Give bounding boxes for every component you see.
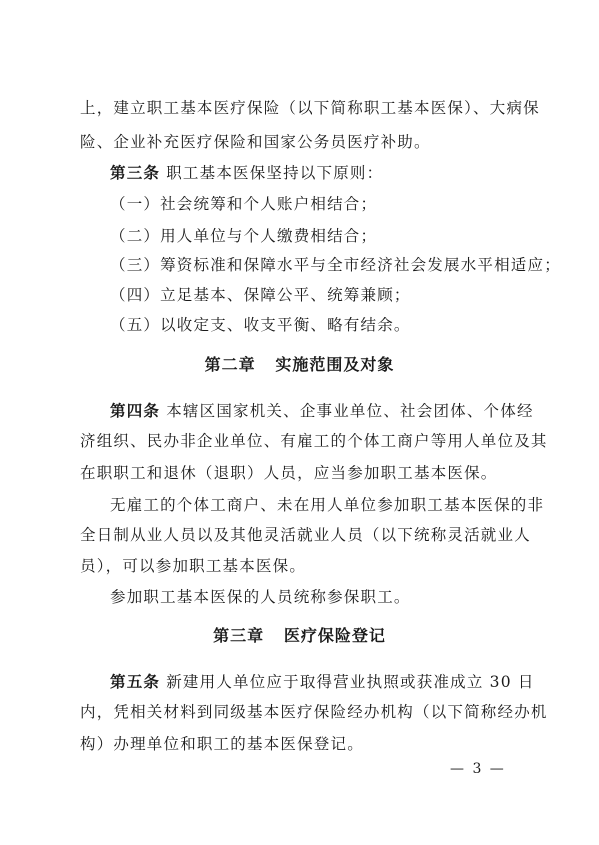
page-number: — 3 — [450, 761, 506, 777]
article-text: 职工基本医保坚持以下原则： [160, 164, 384, 182]
chapter-heading: 第三章 医疗保险登记 [213, 626, 386, 645]
paragraph-line: 上，建立职工基本医疗保险（以下简称职工基本医保）、大病保 [80, 99, 540, 117]
paragraph-line: 济组织、民办非企业单位、有雇工的个体工商户等用人单位及其 [80, 432, 548, 450]
principle-item: （三）筹资标准和保障水平与全市经济社会发展水平相适应； [110, 256, 561, 274]
principle-item: （二）用人单位与个人缴费相结合； [110, 227, 378, 245]
paragraph-line: 无雇工的个体工商户、未在用人单位参加职工基本医保的非 [110, 496, 545, 514]
article-4 [110, 401, 534, 421]
article-label: 第五条 [110, 672, 161, 691]
principle-item: （一）社会统筹和个人账户相结合； [110, 195, 378, 213]
chapter-heading: 第二章 实施范围及对象 [204, 355, 395, 374]
article-label: 第四条 [110, 401, 161, 420]
paragraph-line: 员），可以参加职工基本医保。 [80, 557, 307, 575]
article-5 [110, 672, 535, 692]
paragraph-line: 内，凭相关材料到同级基本医疗保险经办机构（以下简称经办机 [80, 703, 548, 721]
paragraph-line: 构）办理单位和职工的基本医保登记。 [80, 735, 364, 753]
article-label: 第三条 [110, 163, 161, 182]
paragraph-line: 参加职工基本医保的人员统称参保职工。 [110, 588, 411, 606]
principle-item: （四）立足基本、保障公平、统筹兼顾； [110, 286, 411, 304]
paragraph-line: 在职职工和退休（退职）人员，应当参加职工基本医保。 [80, 464, 498, 482]
paragraph-line: 全日制从业人员以及其他灵活就业人员（以下统称灵活就业人 [80, 526, 531, 544]
principle-item: （五）以收定支、收支平衡、略有结余。 [110, 316, 411, 334]
paragraph-line: 险、企业补充医疗保险和国家公务员医疗补助。 [80, 133, 431, 151]
article-3 [110, 163, 530, 183]
article-text: 本辖区国家机关、企事业单位、社会团体、个体经 [160, 402, 534, 420]
article-text: 新建用人单位应于取得营业执照或获准成立 30 日 [160, 673, 535, 691]
